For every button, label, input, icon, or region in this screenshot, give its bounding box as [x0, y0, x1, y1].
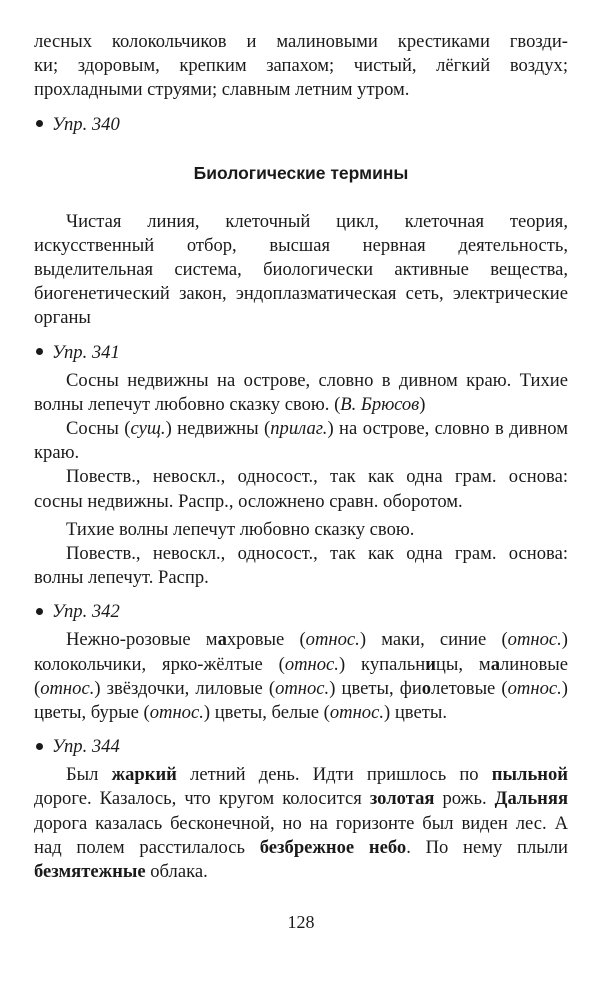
bullet-icon [36, 348, 43, 355]
exercise-label-341: Упр. 341 [34, 341, 568, 365]
bullet-icon [36, 743, 43, 750]
exercise-label-340: Упр. 340 [34, 113, 568, 137]
bullet-icon [36, 120, 43, 127]
bullet-icon [36, 608, 43, 615]
intro-line-2: ки; здоровым, крепким запахом; чистый, лёгкий воздух; [34, 55, 568, 77]
exercise-344-text: Был жаркий летний день. Идти пришлось по пыльной дороге. Казалось, что кругом колосится золотая рожь. Дальняя дорога казалась бесконечной, но на горизонте был виден лес. А над полем расстилалось безбрежное небо. По нему плыли безмятежные облака. [34, 764, 569, 883]
exercise-341-text [34, 369, 568, 591]
poem-author: В. Брюсов [340, 393, 420, 415]
exercise-342-text: Нежно-розовые махровые (относ.) маки, синие (относ.) колокольчики, ярко-жёлтые (относ.) купальницы, малиновые (относ.) звёздочки, лиловые (относ.) цветы, фиолетовые (относ.) цветы, бурые (относ.) цветы, белые (относ.) цветы. [34, 629, 568, 724]
exercise-340-text: Чистая линия, клеточный цикл, клеточная теория, искусственный отбор, высшая нервная деятельность, выделительная система, биологически активные вещества, биогенетический закон, эндоплазматическая сеть, электрические органы [34, 210, 568, 329]
page-number: 128 [287, 912, 315, 933]
section-title: Биологические термины [193, 162, 409, 183]
analysis-1: Повеств., невоскл., односост., так как одна грам. основа: сосны недвижны. Распр., осложнено сравн. оборотом. [34, 466, 568, 512]
exercise-label-342: Упр. 342 [34, 600, 568, 624]
poem-quote: Сосны недвижны на острове, словно в дивном краю. Тихие волны лепечут любовно сказку свою. (В. Брюсов) [34, 369, 568, 415]
intro-line-1: лесных колокольчиков и малиновыми крестиками гвозди- [34, 31, 568, 52]
sentence-2: Тихие волны лепечут любовно сказку свою. [66, 518, 415, 540]
analysis-2: Повеств., невоскл., односост., так как одна грам. основа: волны лепечут. Распр. [34, 543, 568, 589]
textbook-page [34, 30, 568, 933]
intro-line-3: прохладными струями; славным летним утром. [34, 79, 410, 101]
exercise-label-344: Упр. 344 [34, 735, 568, 759]
parsed-sentence: Сосны (сущ.) недвижны (прилаг.) на острове, словно в дивном краю. [34, 418, 568, 464]
